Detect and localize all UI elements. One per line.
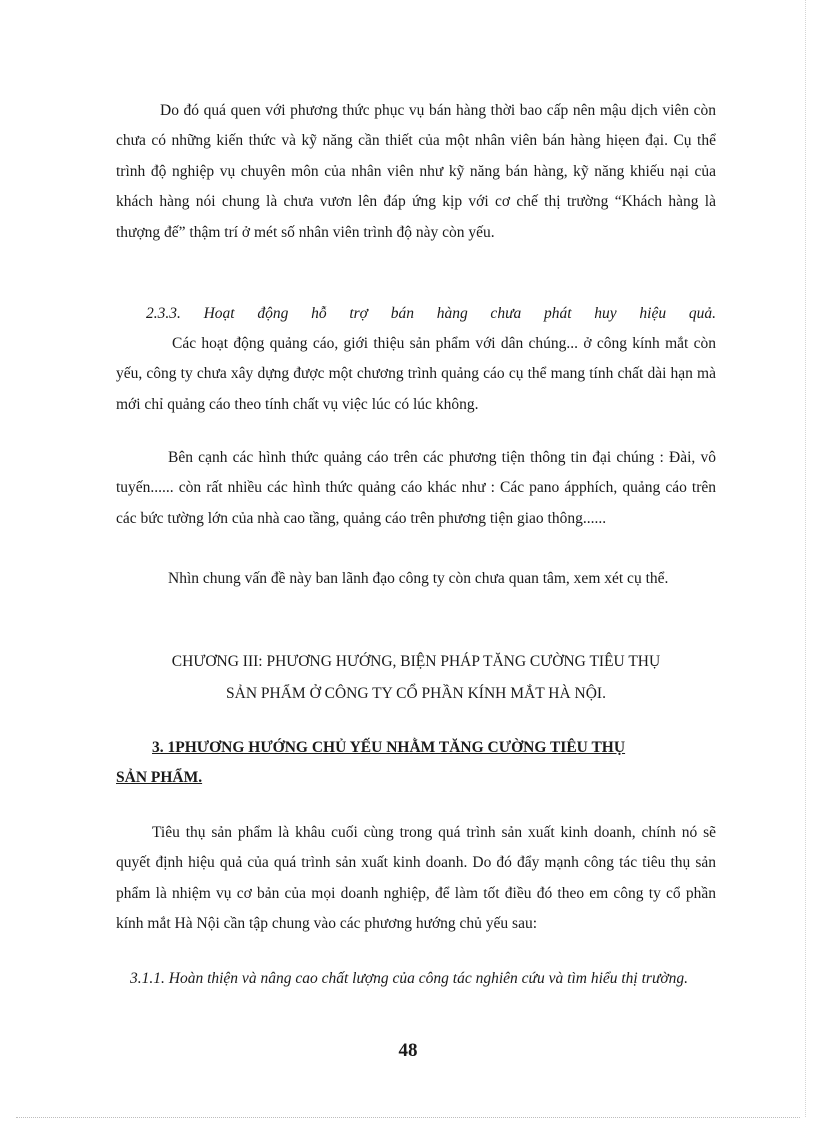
paragraph-management-attention: Nhìn chung vấn đề này ban lãnh đạo công ty còn chưa quan tâm, xem xét cụ thể. [168,570,669,587]
section-heading-line-2: SẢN PHẨM. [116,769,203,786]
paragraph-staff-skills: Do đó quá quen với phương thức phục vụ bán hàng thời bao cấp nên mậu dịch viên còn chưa có những kiến thức và kỹ năng cần thiết của một nhân viên bán hàng hiẹen đại. Cụ thể trình độ nghiệp vụ chuyên môn của nhân viên như kỹ năng bán hàng, kỹ năng khiếu nại của khách hàng nói chung là chưa vươn lên đáp ứng kịp với cơ chế thị trường “Khách hàng là thượng đế” thậm trí ở mét số nhân viên trình độ này còn yếu. [116,102,716,241]
page-edge-divider [805,0,806,1117]
paragraph-advertising: Các hoạt động quảng cáo, giới thiệu sản phẩm với dân chúng... ở công kính mắt còn yếu, công ty chưa xây dựng được một chương trình quảng cáo cụ thể mang tính chất dài hạn mà mới chỉ quảng cáo theo tính chất vụ việc lúc có lúc không. [116,335,716,413]
paragraph-advertising-forms: Bên cạnh các hình thức quảng cáo trên các phương tiện thông tin đại chúng : Đài, vô tuyến...... còn rất nhiều các hình thức quảng cáo khác như : Các pano ápphích, quảng cáo trên các bức tường lớn của nhà cao tầng, quảng cáo trên phương tiện giao thông...... [116,449,716,527]
footer-divider [16,1117,800,1118]
paragraph-consumption: Tiêu thụ sản phẩm là khâu cuối cùng trong quá trình sản xuất kinh doanh, chính nó sẽ quyết định hiệu quả của quá trình sản xuất kinh doanh. Do đó đẩy mạnh công tác tiêu thụ sản phẩm là nhiệm vụ cơ bản của mọi doanh nghiệp, để làm tốt điều đó theo em công ty cổ phần kính mắt Hà Nội cần tập chung vào các phương hướng chủ yếu sau: [116,824,716,933]
section-heading-line-1: 3. 1PHƯƠNG HƯỚNG CHỦ YẾU NHẰM TĂNG CƯỜNG TIÊU THỤ [152,739,626,756]
section-heading-3-1 [116,733,716,793]
chapter-title-line-2: SẢN PHẨM Ở CÔNG TY CỔ PHẦN KÍNH MẮT HÀ NỘI. [226,685,606,702]
subheading-3-1-1: 3.1.1. Hoàn thiện và nâng cao chất lượng của công tác nghiên cứu và tìm hiểu thị trường. [130,970,689,987]
subheading-2-3-3: 2.3.3. Hoạt động hỗ trợ bán hàng chưa phát huy hiệu quả. [146,305,716,322]
chapter-title-line-1: CHƯƠNG III: PHƯƠNG HƯỚNG, BIỆN PHÁP TĂNG CƯỜNG TIÊU THỤ [171,653,661,670]
chapter-title [116,646,716,710]
page-number: 48 [398,1040,418,1061]
